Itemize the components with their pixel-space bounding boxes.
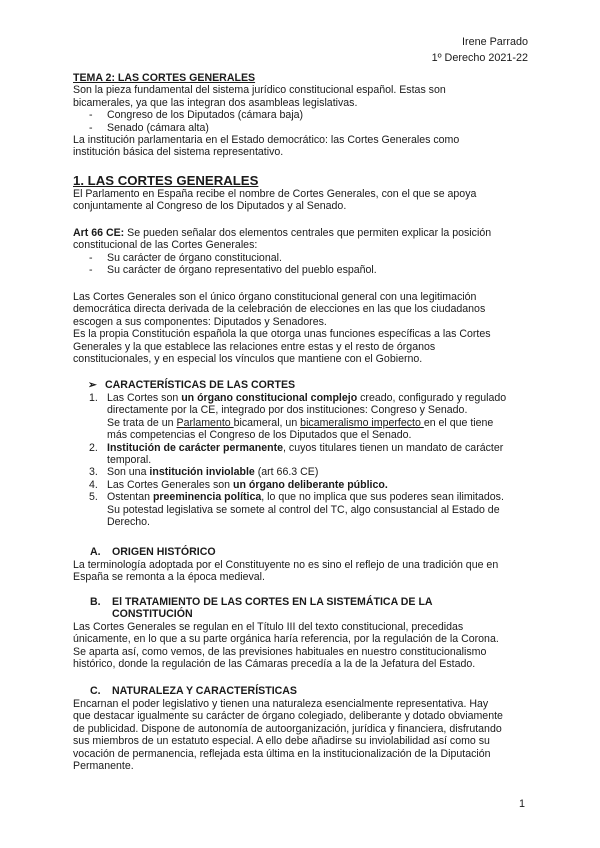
paragraph-line: vocación de permanencia, reflejada esta última en la institucionalización de la Diputación: [73, 747, 491, 760]
section-title: El TRATAMIENTO DE LAS CORTES EN LA SISTEMÁTICA DE LA: [112, 596, 433, 608]
characteristic-item: [73, 392, 543, 442]
art66-line: constitucional de las Cortes Generales:: [73, 239, 258, 252]
section-title: NATURALEZA Y CARACTERÍSTICAS: [112, 685, 298, 697]
sectionB-heading: [90, 596, 530, 621]
item-text: en el que tiene: [423, 416, 494, 429]
item-text: , cuyos titulares tienen un mandato de carácter: [283, 441, 504, 454]
item-text: Ostentan: [107, 491, 153, 504]
item-emphasis: preeminencia política: [152, 491, 262, 504]
item-text: Las Cortes son: [107, 392, 182, 404]
item-number: 1.: [89, 392, 98, 404]
paragraph-line: Encarnan el poder legislativo y tienen una naturaleza esencialmente representativa. Hay: [73, 698, 489, 710]
item-number: 4.: [89, 478, 98, 491]
header-author: Irene Parrado: [461, 36, 528, 48]
topic-title: TEMA 2: LAS CORTES GENERALES: [73, 72, 256, 84]
item-text: Su potestad legislativa se somete al control del TC, algo consustancial al Estado de: [107, 503, 500, 516]
art66-label: Art 66 CE:: [73, 227, 125, 239]
paragraph-line: histórico, donde la regulación de las Cámaras precedía a la de la Jefatura del Estado.: [73, 658, 476, 671]
item-emphasis: institución inviolable: [149, 466, 255, 479]
art66-line: [73, 227, 533, 239]
paragraph-line: únicamente, en lo que a su parte orgánica haría referencia, por la regulación de la Corona.: [73, 633, 499, 646]
item-number: 5.: [89, 491, 98, 504]
item-underlined: Parlamento: [176, 416, 234, 429]
topic-intro-line: bicamerales, ya que las integran dos asambleas legislativas.: [73, 96, 358, 109]
characteristics-list-block: [73, 392, 543, 528]
item-text: más competencias el Congreso de los Diputados que el Senado.: [107, 429, 412, 442]
item-emphasis: un órgano constitucional complejo: [181, 392, 358, 404]
item-emphasis: Institución de carácter permanente: [107, 441, 284, 454]
paragraph-line: de publicidad. Dispone de autonomía de autoorganización, jurídica y financiera, disfrutando: [73, 722, 502, 735]
section1-heading: 1. LAS CORTES GENERALES: [73, 173, 259, 188]
paragraph-line: sus miembros de un estatuto especial. A ello debe añadirse su inviolabilidad así como su: [73, 735, 490, 748]
section1-paragraph: [73, 291, 533, 365]
sectionA-body: [73, 559, 533, 584]
sectionA-heading: [90, 546, 216, 558]
characteristic-item: [73, 442, 543, 467]
item-text: Se trata de un: [107, 416, 177, 429]
item-text: , lo que no implica que sus poderes sean ilimitados.: [261, 491, 504, 504]
paragraph-line: La terminología adoptada por el Constituyente no es sino el reflejo de una tradición que en: [73, 559, 499, 571]
item-text: directamente por la CE, integrado por dos instituciones: Congreso y Senado.: [107, 404, 468, 417]
section-title: ORIGEN HISTÓRICO: [112, 546, 216, 558]
chamber-item: - Congreso de los Diputados (cámara baja): [73, 109, 533, 121]
paragraph-line: Las Cortes Generales se regulan en el Título III del texto constitucional, precedidas: [73, 621, 464, 633]
paragraph-line: democrática directa derivada de la celebración de elecciones en las que los ciudadanos: [73, 303, 486, 316]
item-text: Son una: [107, 466, 150, 479]
paragraph-line: escogen a sus componentes: Diputados y Senadores.: [73, 315, 327, 328]
chambers-list: [73, 109, 533, 134]
paragraph-line: Las Cortes Generales son el único órgano constitucional general con una legitimación: [73, 291, 477, 303]
section1-block: [73, 173, 533, 213]
topic-closing-line: La institución parlamentaria en el Estado democrático: las Cortes Generales como: [73, 134, 460, 147]
item-text: temporal.: [107, 454, 152, 467]
characteristics-heading: [88, 379, 295, 391]
section-letter: B.: [90, 596, 101, 608]
characteristics-list: [73, 392, 543, 528]
sectionB-body: [73, 621, 533, 671]
item-text: creado, configurado y regulado: [357, 392, 507, 404]
art66-block: [73, 227, 533, 277]
section1-intro-line: El Parlamento en España recibe el nombre de Cortes Generales, con el que se apoya: [73, 188, 477, 200]
art66-item: - Su carácter de órgano representativo del pueblo español.: [73, 264, 533, 276]
characteristic-item: [73, 479, 543, 491]
arrow-bullet-icon: ➢: [88, 379, 97, 391]
chamber-item: - Senado (cámara alta): [73, 122, 533, 134]
topic-intro-line: Son la pieza fundamental del sistema jurídico constitucional español. Estas son: [73, 84, 446, 97]
sectionC-body: [73, 698, 533, 772]
item-emphasis: un órgano deliberante público.: [233, 478, 388, 491]
section1-intro-line: conjuntamente al Congreso de los Diputados y al Senado.: [73, 200, 347, 213]
item-underlined: bicameralismo imperfecto: [300, 416, 424, 429]
paragraph-line: Generales y la que establece las relaciones entre estas y el resto de órganos: [73, 340, 436, 353]
paragraph-line: Se aparta así, como vemos, de las previsiones habituales en nuestro constitucionalismo: [73, 645, 487, 658]
characteristic-item: [73, 491, 543, 528]
paragraph-line: Permanente.: [73, 760, 134, 773]
art66-text: Se pueden señalar dos elementos centrales que permiten explicar la posición: [124, 227, 492, 239]
item-number: 2.: [89, 441, 98, 454]
section-letter: C.: [90, 685, 101, 697]
item-number: 3.: [89, 466, 98, 479]
section-letter: A.: [90, 546, 101, 558]
characteristic-item: [73, 466, 543, 478]
header-course: 1º Derecho 2021-22: [431, 52, 528, 64]
item-text: bicameral, un: [233, 416, 301, 429]
section-title-continued: CONSTITUCIÓN: [112, 608, 193, 621]
topic-closing-line: institución básica del sistema representativo.: [73, 146, 284, 159]
art66-item: - Su carácter de órgano constitucional.: [73, 252, 533, 264]
topic-block: [73, 72, 533, 159]
characteristics-title: CARACTERÍSTICAS DE LAS CORTES: [105, 379, 296, 391]
item-text: Derecho.: [107, 516, 150, 529]
paragraph-line: Es la propia Constitución española la que otorga unas funciones específicas a las Cortes: [73, 328, 491, 341]
paragraph-line: España se remonta a la época medieval.: [73, 571, 265, 584]
paragraph-line: constitucionales, y en especial los vínculos que mantiene con el Gobierno.: [73, 353, 423, 366]
item-text: Las Cortes Generales son: [107, 478, 234, 491]
art66-list: [73, 252, 533, 277]
item-text: (art 66.3 CE): [254, 466, 319, 479]
page-number: 1: [518, 798, 525, 810]
sectionC-heading: [90, 685, 297, 697]
paragraph-line: que destacar igualmente su carácter de órgano colegiado, deliberante y dotado obviamente: [73, 710, 503, 723]
